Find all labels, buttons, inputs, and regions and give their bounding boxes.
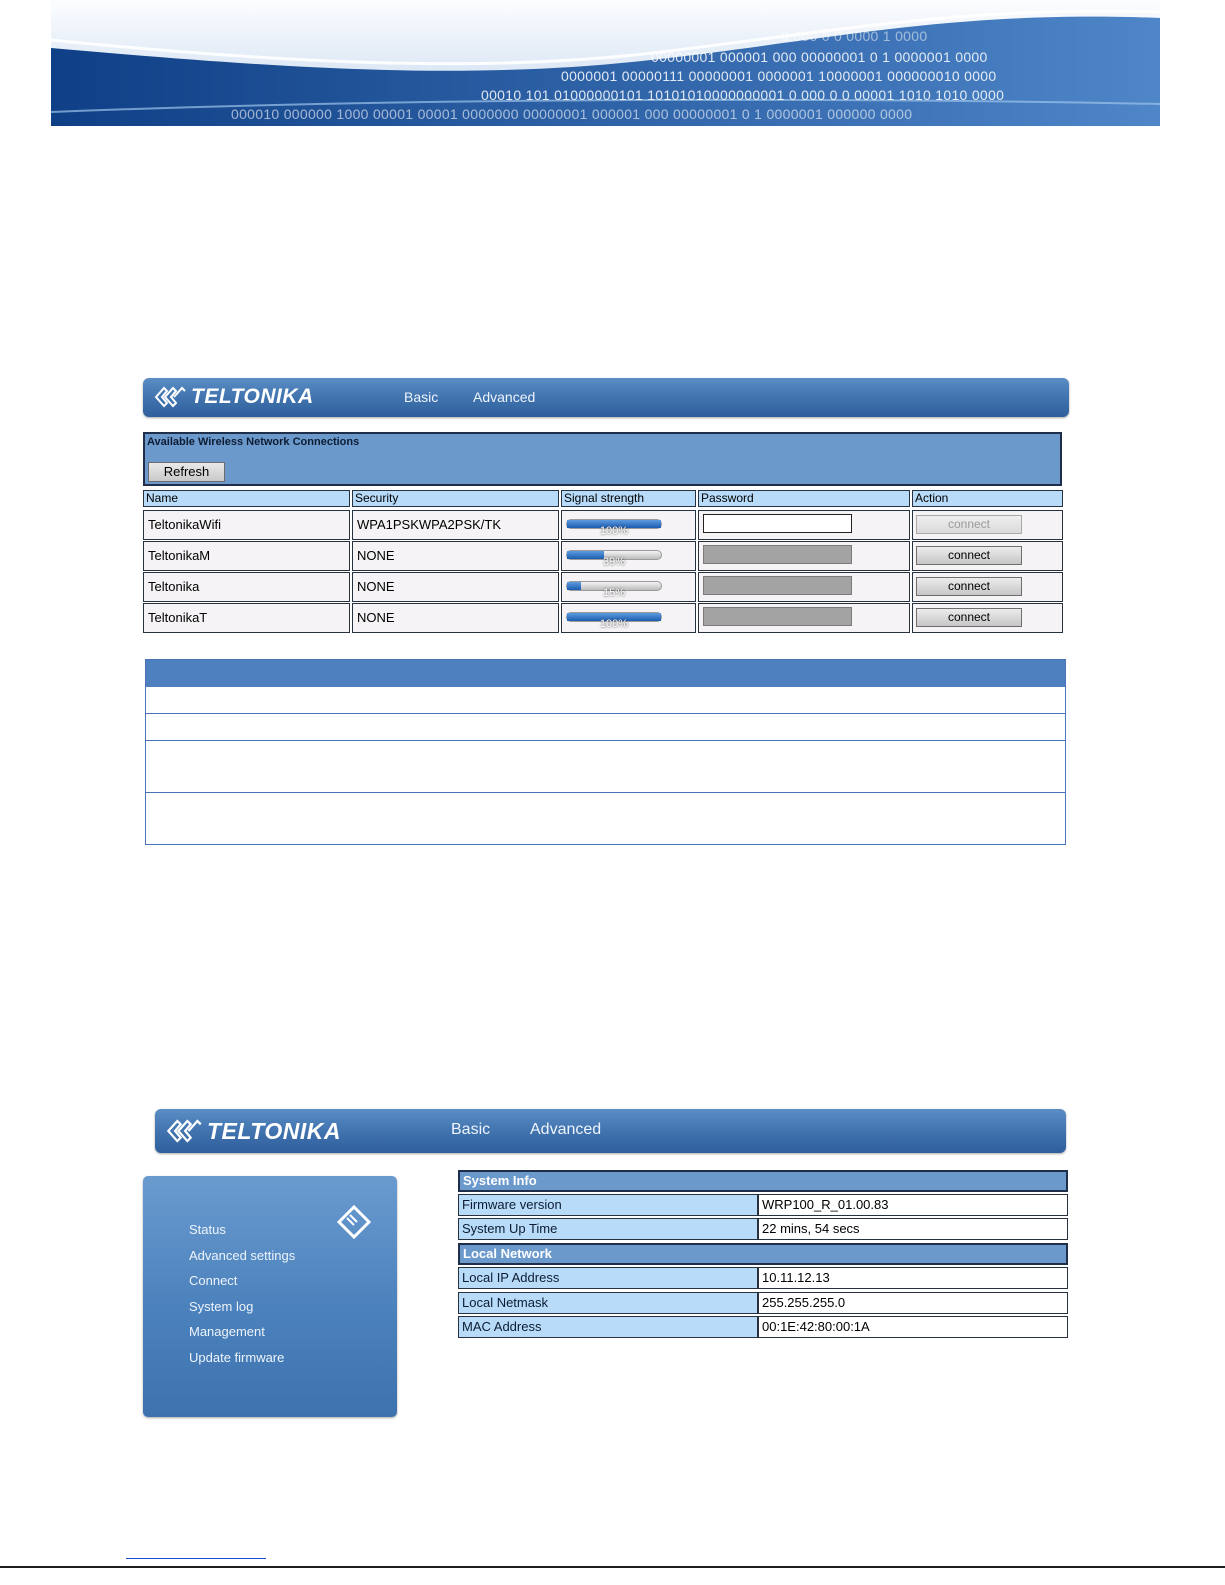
section-local-network: Local Network (458, 1243, 1068, 1265)
connect-button[interactable]: connect (916, 577, 1022, 596)
table-divider (146, 740, 1065, 741)
network-name: TeltonikaT (143, 603, 350, 633)
decorative-banner (51, 0, 1160, 126)
settings-diamond-icon (336, 1204, 372, 1240)
refresh-button[interactable]: Refresh (148, 462, 225, 482)
teltonika-logo-icon (165, 1116, 203, 1146)
info-label-uptime: System Up Time (458, 1218, 758, 1240)
table-divider (146, 792, 1065, 793)
connect-button[interactable]: connect (916, 608, 1022, 627)
signal-cell (561, 510, 696, 540)
teltonika-logo (165, 1116, 341, 1146)
info-value-firmware: WRP100_R_01.00.83 (758, 1194, 1068, 1216)
column-header-action: Action (912, 490, 1063, 507)
password-input-disabled (703, 607, 852, 626)
router-header-bar (143, 378, 1069, 417)
signal-strength-bar (566, 612, 662, 630)
signal-percent: 39% (602, 556, 626, 568)
info-value-mac: 00:1E:42:80:00:1A (758, 1316, 1068, 1338)
column-header-security: Security (352, 490, 559, 507)
wireless-panel-header (143, 432, 1062, 486)
password-cell (698, 603, 910, 633)
empty-table-header (146, 660, 1065, 687)
info-value-uptime: 22 mins, 54 secs (758, 1218, 1068, 1240)
column-header-password: Password (698, 490, 910, 507)
info-label-netmask: Local Netmask (458, 1292, 758, 1314)
sidebar-item-update-firmware[interactable]: Update firmware (189, 1350, 285, 1365)
sidebar-item-advanced-settings[interactable]: Advanced settings (189, 1248, 296, 1263)
brand-name: TELTONIKA (207, 1117, 341, 1144)
teltonika-logo-icon (153, 384, 187, 410)
nav-advanced[interactable]: Advanced (530, 1121, 602, 1138)
network-name: Teltonika (143, 572, 350, 602)
info-label-firmware: Firmware version (458, 1194, 758, 1216)
connect-button[interactable]: connect (916, 515, 1022, 534)
network-security: NONE (352, 603, 559, 633)
signal-percent: 100% (599, 525, 629, 537)
signal-percent: 15% (602, 587, 626, 599)
network-security: WPA1PSKWPA2PSK/TK (352, 510, 559, 540)
password-input-disabled (703, 576, 852, 595)
network-security: NONE (352, 572, 559, 602)
binary-text: 0000001 00000111 00000001 0000001 10000001 000000010 0000 (561, 68, 997, 84)
nav-advanced[interactable]: Advanced (473, 389, 536, 405)
column-header-signal: Signal strength (561, 490, 696, 507)
router-header-bar (155, 1109, 1066, 1153)
empty-info-table (145, 659, 1066, 845)
binary-text: 000010 000000 1000 00001 00001 0000000 00000001 000001 000 00000001 0 1 0000001 000000 0000 (231, 106, 913, 122)
password-cell (698, 541, 910, 571)
signal-strength-bar (566, 519, 662, 537)
info-value-netmask: 255.255.255.0 (758, 1292, 1068, 1314)
password-cell (698, 572, 910, 602)
binary-text: 00000001 000001 000 00000001 0 1 0000001 0000 (651, 49, 988, 65)
network-name: TeltonikaWifi (143, 510, 350, 540)
section-system-info: System Info (458, 1170, 1068, 1192)
network-security: NONE (352, 541, 559, 571)
sidebar-item-management[interactable]: Management (189, 1324, 265, 1339)
signal-cell (561, 541, 696, 571)
nav-basic[interactable]: Basic (404, 389, 439, 405)
binary-text: 0 000 0 0 0000 1 0000 (781, 28, 928, 44)
signal-percent: 100% (599, 618, 629, 630)
info-label-local-ip: Local IP Address (458, 1267, 758, 1289)
nav-basic[interactable]: Basic (451, 1121, 491, 1138)
sidebar-menu (143, 1176, 397, 1417)
signal-cell (561, 603, 696, 633)
info-label-mac: MAC Address (458, 1316, 758, 1338)
wireless-panel-title: Available Wireless Network Connections (147, 436, 360, 448)
binary-text: 00010 101 01000000101 10101010000000001 0 000 0 0 00001 1010 1010 0000 (481, 87, 1005, 103)
password-cell (698, 510, 910, 540)
action-cell (912, 572, 1063, 602)
column-header-name: Name (143, 490, 350, 507)
signal-strength-bar (566, 550, 662, 568)
signal-cell (561, 572, 696, 602)
action-cell (912, 510, 1063, 540)
signal-strength-bar (566, 581, 662, 599)
footer-rule (0, 1566, 1225, 1568)
password-input[interactable] (703, 514, 852, 533)
info-value-local-ip: 10.11.12.13 (758, 1267, 1068, 1289)
table-divider (146, 713, 1065, 714)
network-name: TeltonikaM (143, 541, 350, 571)
sidebar-item-connect[interactable]: Connect (189, 1273, 238, 1288)
connect-button[interactable]: connect (916, 546, 1022, 565)
sidebar-item-status[interactable]: Status (189, 1222, 226, 1237)
action-cell (912, 603, 1063, 633)
footnote-link-underline (126, 1558, 266, 1559)
teltonika-logo (153, 384, 314, 410)
brand-name: TELTONIKA (191, 385, 314, 408)
password-input-disabled (703, 545, 852, 564)
sidebar-item-system-log[interactable]: System log (189, 1299, 254, 1314)
action-cell (912, 541, 1063, 571)
